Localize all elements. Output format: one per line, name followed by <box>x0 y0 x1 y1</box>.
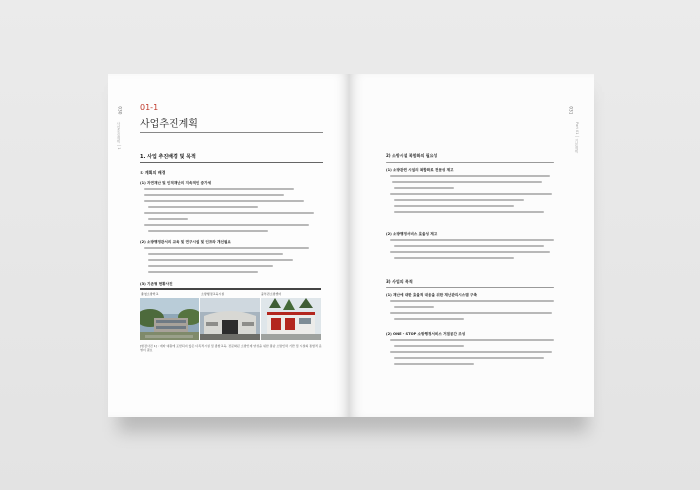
text-line <box>144 247 309 249</box>
education-facility-photo <box>200 298 260 340</box>
section-rule <box>140 162 323 163</box>
photo-caption: [현장사진 1] : 예타 대원에 포함되지 않은 다목적시설 및 종합교육, 전문화된 소방인재 양성을 위한 충남 소방인력 기반 및 시설의 통합적 운영이 필요 <box>140 344 322 352</box>
text-line <box>148 259 293 261</box>
photo-label-1: 충청소방학교 <box>141 292 159 296</box>
section2-title: 2) 소방시설 복합화의 필요성 <box>386 153 438 158</box>
right-side-label: Part 01 │ 기본계획 <box>575 122 579 153</box>
text-line <box>144 224 309 226</box>
sub-heading: (2) ONE - STOP 소방행정서비스 거점공간 조성 <box>386 332 466 336</box>
photo-label-2: 소방행정교육시설 <box>201 292 225 296</box>
left-page <box>108 74 349 417</box>
sub-heading: ① 계획의 배경 <box>140 170 166 175</box>
text-line <box>390 300 554 302</box>
sub-sub-heading: (1) 자연재난 및 인적재난의 지속적인 증가세 <box>140 181 212 185</box>
text-line <box>394 306 434 308</box>
text-line <box>394 211 544 213</box>
text-line <box>390 193 552 195</box>
section3-rule <box>386 287 554 288</box>
text-line <box>148 265 273 267</box>
text-line <box>394 205 514 207</box>
chapter-rule <box>140 132 323 133</box>
text-line <box>394 257 514 259</box>
text-line <box>148 253 283 255</box>
school-building-photo <box>140 298 199 340</box>
section-title: 1. 사업 추진배경 및 목적 <box>140 154 196 160</box>
text-line <box>394 245 544 247</box>
text-line <box>144 188 294 190</box>
sub-heading: (1) 소방관련 시설의 복합화로 전문성 제고 <box>386 168 454 172</box>
photo-label-3: 중부권소방센터 <box>261 292 282 296</box>
text-line <box>392 181 542 183</box>
sub-heading: (2) 소방행정서비스 효율성 제고 <box>386 232 438 236</box>
text-line <box>394 345 464 347</box>
text-line <box>394 318 464 320</box>
chapter-title: 사업추진계획 <box>140 119 198 130</box>
text-line <box>390 239 554 241</box>
photo-header-bar <box>140 288 321 290</box>
text-line <box>144 212 314 214</box>
text-line <box>390 251 550 253</box>
right-page-number: 031 <box>568 106 574 115</box>
text-line <box>394 187 454 189</box>
text-line <box>148 230 268 232</box>
fire-center-photo <box>261 298 321 340</box>
section3-title: 3) 사업의 목적 <box>386 279 413 284</box>
left-page-number: 030 <box>117 106 123 115</box>
text-line <box>148 271 258 273</box>
text-line <box>394 357 544 359</box>
left-side-label: 사업추진계획 │ 1 <box>117 122 121 150</box>
text-line <box>394 363 474 365</box>
text-line <box>390 175 550 177</box>
text-line <box>148 218 188 220</box>
sub-sub-heading: (2) 소방행정관서의 교육 및 연구시설 및 인프라 개선필요 <box>140 240 231 244</box>
text-line <box>390 351 552 353</box>
section2-rule <box>386 162 554 163</box>
sub-heading: (1) 재난에 대한 효율적 대응을 위한 재난관리시스템 구축 <box>386 293 477 297</box>
chapter-number: 01-1 <box>140 103 159 112</box>
photo-section-title: (3) 기존형 현황사진 <box>140 282 173 286</box>
text-line <box>144 194 284 196</box>
right-page <box>349 74 594 417</box>
text-line <box>390 339 554 341</box>
text-line <box>390 312 552 314</box>
text-line <box>144 200 304 202</box>
text-line <box>148 206 258 208</box>
text-line <box>394 199 524 201</box>
